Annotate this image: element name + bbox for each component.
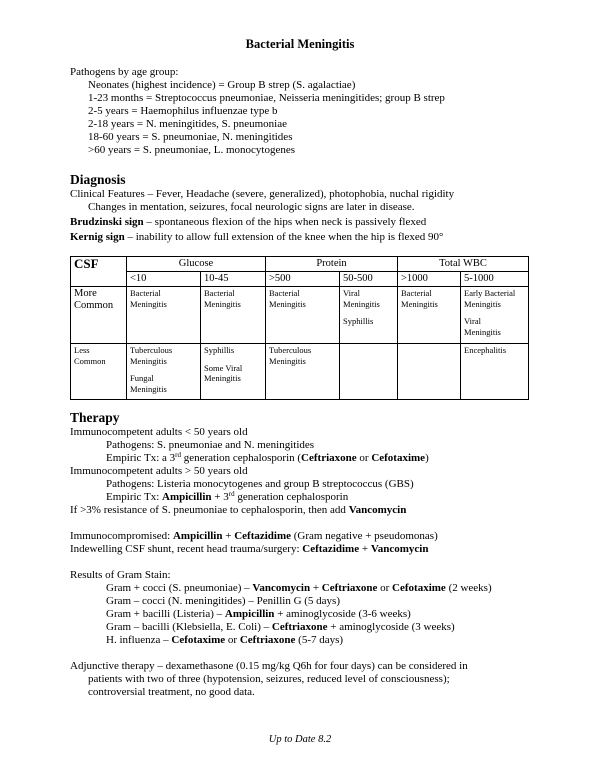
text-run: Gram – bacilli (Klebsiella, E. Coli) –	[106, 621, 272, 633]
gram-line-5	[70, 634, 492, 647]
cell-text: Viral	[343, 288, 360, 298]
text-run: (5-7 days)	[295, 634, 344, 646]
drug-name: Cefotaxime	[392, 582, 446, 594]
therapy-shunt	[70, 543, 492, 556]
cell-gap	[204, 356, 262, 363]
pathogen-item: 18-60 years = S. pneumoniae, N. meningitides	[88, 131, 293, 143]
therapy-section	[70, 410, 492, 699]
csf-table	[70, 256, 529, 400]
wbc-header: Total WBC	[398, 257, 529, 272]
cell-gap	[464, 309, 525, 316]
page-footer: Up to Date 8.2	[268, 734, 332, 745]
drug-name: Ampicillin	[224, 608, 275, 620]
cell-text: Early Bacterial	[464, 288, 516, 298]
cell-less-wbc-gt1000	[398, 344, 461, 400]
therapy-gt50-pathogens: Pathogens: Listeria monocytogenes and group B streptococcus (GBS)	[106, 478, 414, 490]
cell-text: Tuberculous	[269, 345, 312, 355]
cell-text: Meningitis	[130, 383, 167, 394]
protein-header: Protein	[266, 257, 398, 272]
text-run: generation cephalosporin	[234, 491, 349, 503]
kernig-sign	[70, 231, 454, 244]
drug-name: Cefotaxime	[171, 634, 226, 646]
text-run: H. influenza –	[106, 634, 172, 646]
row-label-line: Common	[74, 355, 106, 366]
therapy-adults-gt50: Immunocompetent adults > 50 years old	[70, 465, 248, 477]
therapy-heading: Therapy	[70, 410, 120, 425]
cell-text: Meningitis	[269, 298, 306, 309]
therapy-lt50-pathogens: Pathogens: S. pneumoniae and N. meningitides	[106, 439, 315, 451]
cell-more-protein-gt500	[266, 287, 340, 344]
pathogen-item: 1-23 months = Streptococcus pneumoniae, Neisseria meningitides; group B strep	[88, 92, 445, 104]
clinical-changes: Changes in mentation, seizures, focal neurologic signs are later in disease.	[88, 201, 415, 213]
protein-50-500: 50-500	[340, 272, 398, 287]
gram-line-4	[70, 621, 492, 634]
pathogen-item: Neonates (highest incidence) = Group B strep (S. agalactiae)	[88, 79, 356, 91]
diagnosis-section	[70, 172, 454, 244]
brudzinski-text: – spontaneous flexion of the hips when neck is passively flexed	[143, 216, 427, 228]
drug-name: Vancomycin	[370, 543, 429, 555]
glucose-header: Glucose	[127, 257, 266, 272]
glucose-10-45: 10-45	[201, 272, 266, 287]
diagnosis-heading: Diagnosis	[70, 172, 126, 187]
cell-text: Meningitis	[204, 298, 241, 309]
cell-less-protein-gt500	[266, 344, 340, 400]
cell-less-glucose-10-45	[201, 344, 266, 400]
cell-text: Some Viral	[204, 362, 243, 373]
drug-name: Vancomycin	[252, 582, 311, 594]
text-run: Empiric Tx:	[106, 491, 163, 503]
drug-name: Ampicillin	[162, 491, 212, 503]
superscript: rd	[175, 451, 181, 459]
cell-text: Meningitis	[464, 326, 501, 337]
wbc-5-1000: 5-1000	[461, 272, 529, 287]
drug-name: Cefotaxime	[371, 452, 426, 464]
text-run: or	[225, 634, 240, 646]
gram-line-1	[70, 582, 492, 595]
text-run: (Gram negative + pseudomonas)	[291, 530, 438, 542]
cell-more-protein-50-500	[340, 287, 398, 344]
text-run: Gram + cocci (S. pneumoniae) –	[106, 582, 253, 594]
cell-text: Syphillis	[343, 316, 374, 326]
gram-header: Results of Gram Stain:	[70, 569, 171, 581]
kernig-text: – inability to allow full extension of the knee when the hip is flexed 90°	[124, 231, 444, 243]
cell-text: Bacterial	[204, 288, 235, 298]
text-run: or	[377, 582, 393, 594]
cell-text: Bacterial	[130, 288, 161, 298]
csf-header-row	[71, 257, 529, 272]
row-label-less-common	[71, 344, 127, 400]
text-run: generation cephalosporin (	[181, 452, 302, 464]
cell-gap	[130, 366, 197, 373]
pathogen-item: 2-5 years = Haemophilus influenzae type b	[88, 105, 278, 117]
text-run: If >3% resistance of S. pneumoniae to cephalosporin, then add	[70, 504, 349, 516]
cell-more-glucose-10-45	[201, 287, 266, 344]
superscript: rd	[228, 490, 235, 498]
cell-gap	[343, 309, 394, 316]
drug-name: Ceftriaxone	[239, 634, 296, 646]
drug-name: Ceftriaxone	[301, 452, 357, 464]
cell-more-glucose-lt10	[127, 287, 201, 344]
therapy-immunocompromised	[70, 530, 492, 543]
glucose-lt10: <10	[127, 272, 201, 287]
gram-line-3	[70, 608, 492, 621]
cell-more-wbc-gt1000	[398, 287, 461, 344]
text-run: (2 weeks)	[445, 582, 492, 594]
adjunctive-line-1: Adjunctive therapy – dexamethasone (0.15 mg/kg Q6h for four days) can be considered in	[70, 660, 468, 672]
gram-line-2: Gram – cocci (N. meningitides) – Penillin G (5 days)	[106, 595, 341, 607]
row-label-more-common	[71, 287, 127, 344]
text-run: Immunocompromised:	[70, 530, 173, 542]
text-run: +	[359, 543, 371, 555]
cell-less-wbc-5-1000	[461, 344, 529, 400]
text-run: + aminoglycoside (3-6 weeks)	[274, 608, 411, 620]
text-run: +	[310, 582, 322, 594]
therapy-resistance	[70, 504, 492, 517]
cell-text: Encephalitis	[464, 345, 507, 355]
therapy-adults-lt50: Immunocompetent adults < 50 years old	[70, 426, 248, 438]
wbc-gt1000: >1000	[398, 272, 461, 287]
cell-text: Meningitis	[343, 298, 380, 309]
table-row-less-common	[71, 344, 529, 400]
kernig-label: Kernig sign	[70, 231, 125, 243]
cell-text: Tuberculous	[130, 345, 173, 355]
drug-name: Vancomycin	[348, 504, 407, 516]
table-row-more-common	[71, 287, 529, 344]
csf-subheader-row	[71, 272, 529, 287]
drug-name: Ceftriaxone	[271, 621, 328, 633]
text-run: +	[222, 530, 235, 542]
drug-name: Ceftazidime	[234, 530, 292, 542]
brudzinski-sign	[70, 216, 454, 229]
cell-text: Viral	[464, 316, 481, 326]
pathogens-header: Pathogens by age group:	[70, 66, 179, 78]
cell-text: Fungal	[130, 373, 154, 383]
text-run: Gram + bacilli (Listeria) –	[106, 608, 225, 620]
cell-text: Meningitis	[130, 298, 167, 309]
cell-text: Syphillis	[204, 345, 235, 355]
adjunctive-line-2: patients with two of three (hypotension, seizures, reduced level of consciousness);	[88, 673, 450, 685]
page-title: Bacterial Meningitis	[245, 37, 355, 51]
text-run: + aminoglycoside (3 weeks)	[327, 621, 455, 633]
text-run: Indewelling CSF shunt, recent head trauma/surgery:	[70, 543, 303, 555]
brudzinski-label: Brudzinski sign	[70, 216, 144, 228]
cell-less-glucose-lt10	[127, 344, 201, 400]
pathogen-item: >60 years = S. pneumoniae, L. monocytogenes	[88, 144, 296, 156]
cell-text: Meningitis	[204, 373, 241, 383]
csf-label: CSF	[71, 257, 127, 287]
clinical-features: Clinical Features – Fever, Headache (severe, generalized), photophobia, nuchal rigidity	[70, 188, 455, 200]
row-label-line: More	[74, 288, 97, 299]
adjunctive-line-3: controversial treatment, no good data.	[88, 686, 255, 698]
cell-text: Bacterial	[401, 288, 432, 298]
cell-text: Meningitis	[269, 355, 306, 366]
drug-name: Ceftazidime	[302, 543, 360, 555]
text-run: or	[356, 452, 372, 464]
cell-less-protein-50-500	[340, 344, 398, 400]
row-label-line: Common	[74, 300, 114, 311]
text-run: + 3	[211, 491, 229, 503]
row-label-line: Less	[74, 345, 90, 355]
cell-text: Meningitis	[130, 355, 167, 366]
text-run: Empiric Tx: a 3	[106, 452, 176, 464]
protein-gt500: >500	[266, 272, 340, 287]
pathogens-section	[70, 66, 445, 157]
drug-name: Ceftriaxone	[321, 582, 378, 594]
text-run: )	[425, 452, 429, 464]
cell-text: Bacterial	[269, 288, 300, 298]
therapy-lt50-empiric	[70, 452, 492, 465]
pathogen-item: 2-18 years = N. meningitides, S. pneumoniae	[88, 118, 287, 130]
cell-text: Meningitis	[401, 298, 438, 309]
cell-more-wbc-5-1000	[461, 287, 529, 344]
drug-name: Ampicillin	[172, 530, 223, 542]
therapy-gt50-empiric	[70, 491, 492, 504]
cell-text: Meningitis	[464, 298, 501, 309]
